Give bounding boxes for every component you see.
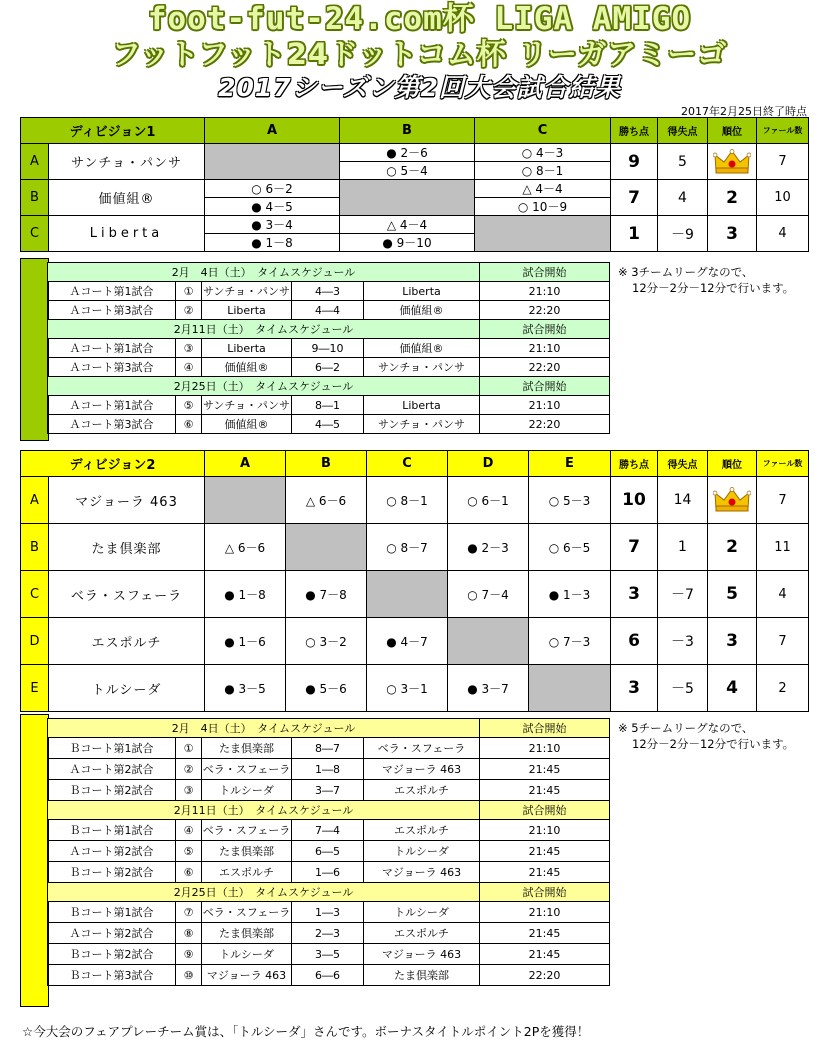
match-away-team: マジョーラ 463 bbox=[364, 944, 480, 965]
match-court: Ｂコート第3試合 bbox=[48, 965, 176, 986]
div2-rank-cell bbox=[708, 477, 757, 524]
match-home-team: トルシーダ bbox=[202, 780, 292, 801]
div1-result: △ 4－4 bbox=[475, 180, 611, 198]
match-number: ② bbox=[176, 301, 202, 320]
match-number: ② bbox=[176, 759, 202, 780]
match-home-team: 価値組® bbox=[202, 415, 292, 434]
schedule-start-label: 試合開始 bbox=[480, 320, 610, 339]
div1-standings-table bbox=[20, 117, 809, 252]
match-number: ⑤ bbox=[176, 396, 202, 415]
div1-rank-cell bbox=[708, 144, 757, 180]
match-home-team: トルシーダ bbox=[202, 944, 292, 965]
match-number: ① bbox=[176, 738, 202, 759]
match-home-team: エスポルチ bbox=[202, 862, 292, 883]
div2-fouls: 7 bbox=[757, 477, 809, 524]
match-court: Ａコート第3試合 bbox=[48, 301, 176, 320]
schedule-day-header bbox=[48, 801, 610, 820]
match-score: 1―3 bbox=[292, 902, 364, 923]
div2-rank: 2 bbox=[708, 524, 757, 571]
fair-play-note: ☆今大会のフェアプレーチーム賞は、「トルシーダ」さんです。ボーナスタイトルポイント2Pを獲得！ bbox=[22, 1024, 590, 1039]
div1-col-b: B bbox=[340, 118, 475, 144]
match-home-team: ベラ・スフェーラ bbox=[202, 759, 292, 780]
div2-header-row bbox=[21, 451, 809, 477]
div2-team-name: トルシーダ bbox=[49, 665, 205, 712]
div2-result: ○ 8－1 bbox=[367, 477, 448, 524]
match-away-team: マジョーラ 463 bbox=[364, 862, 480, 883]
div1-row-letter: B bbox=[21, 180, 49, 216]
match-home-team: ベラ・スフェーラ bbox=[202, 902, 292, 923]
div2-points-header: 勝ち点 bbox=[611, 451, 658, 477]
div2-row-letter: E bbox=[21, 665, 49, 712]
schedule-match-row bbox=[48, 282, 610, 301]
div2-diff-header: 得失点 bbox=[658, 451, 708, 477]
schedule-start-label: 試合開始 bbox=[480, 801, 610, 820]
div2-result: ● 5－6 bbox=[286, 665, 367, 712]
schedule-date: 2月11日（土） タイムスケジュール bbox=[48, 320, 480, 339]
schedule-start-label: 試合開始 bbox=[480, 883, 610, 902]
match-time: 21:45 bbox=[480, 780, 610, 801]
match-score: 4―4 bbox=[292, 301, 364, 320]
div2-title: ディビジョン2 bbox=[21, 451, 205, 477]
match-score: 7―4 bbox=[292, 820, 364, 841]
match-time: 21:10 bbox=[480, 396, 610, 415]
match-number: ③ bbox=[176, 780, 202, 801]
schedule-match-row bbox=[48, 965, 610, 986]
schedule-day-header bbox=[48, 263, 610, 282]
div1-col-c: C bbox=[475, 118, 611, 144]
match-time: 21:45 bbox=[480, 841, 610, 862]
div1-fouls: 10 bbox=[757, 180, 809, 216]
div1-col-a: A bbox=[205, 118, 340, 144]
match-home-team: たま倶楽部 bbox=[202, 738, 292, 759]
match-court: Ｂコート第1試合 bbox=[48, 738, 176, 759]
div2-blank-cell bbox=[286, 524, 367, 571]
div2-result: ○ 3－2 bbox=[286, 618, 367, 665]
match-away-team: サンチョ・パンサ bbox=[364, 358, 480, 377]
div2-points: 10 bbox=[611, 477, 658, 524]
match-score: 6―5 bbox=[292, 841, 364, 862]
div2-result: ● 3－5 bbox=[205, 665, 286, 712]
match-number: ⑤ bbox=[176, 841, 202, 862]
div1-fouls-header: ファール数 bbox=[757, 118, 809, 144]
match-home-team: たま倶楽部 bbox=[202, 923, 292, 944]
div2-result: ● 7－8 bbox=[286, 571, 367, 618]
div2-col-d: D bbox=[448, 451, 529, 477]
match-time: 22:20 bbox=[480, 358, 610, 377]
match-number: ③ bbox=[176, 339, 202, 358]
match-court: Ａコート第1試合 bbox=[48, 396, 176, 415]
div2-diff: －7 bbox=[658, 571, 708, 618]
div1-fouls: 4 bbox=[757, 216, 809, 252]
div2-fouls: 7 bbox=[757, 618, 809, 665]
div1-note-line2: 12分－2分－12分で行います。 bbox=[632, 281, 795, 295]
schedule-match-row bbox=[48, 396, 610, 415]
div2-col-e: E bbox=[529, 451, 611, 477]
div2-note-line2: 12分－2分－12分で行います。 bbox=[632, 737, 795, 751]
div2-result: ○ 8－7 bbox=[367, 524, 448, 571]
results-title: 2017シーズン第2回大会試合結果 bbox=[218, 73, 621, 102]
div2-result: ○ 6－5 bbox=[529, 524, 611, 571]
match-court: Ｂコート第1試合 bbox=[48, 820, 176, 841]
match-court: Ａコート第3試合 bbox=[48, 358, 176, 377]
match-away-team: たま倶楽部 bbox=[364, 965, 480, 986]
match-away-team: トルシーダ bbox=[364, 841, 480, 862]
schedule-match-row bbox=[48, 780, 610, 801]
div2-blank-cell bbox=[448, 618, 529, 665]
div1-diff: 5 bbox=[658, 144, 708, 180]
match-away-team: サンチョ・パンサ bbox=[364, 415, 480, 434]
div1-points: 9 bbox=[611, 144, 658, 180]
div2-result: ○ 5－3 bbox=[529, 477, 611, 524]
schedule-match-row bbox=[48, 358, 610, 377]
div2-result: ● 1－6 bbox=[205, 618, 286, 665]
schedule-match-row bbox=[48, 301, 610, 320]
div1-schedule-sidebar bbox=[20, 258, 49, 441]
div2-result: ○ 3－1 bbox=[367, 665, 448, 712]
match-away-team: エスポルチ bbox=[364, 820, 480, 841]
div1-result: ○ 6－2 bbox=[205, 180, 340, 198]
div2-result: ● 2－3 bbox=[448, 524, 529, 571]
match-score: 1―8 bbox=[292, 759, 364, 780]
match-court: Ａコート第2試合 bbox=[48, 759, 176, 780]
div2-note-line1: ※ 5チームリーグなので、 bbox=[618, 721, 754, 735]
schedule-date: 2月25日（土） タイムスケジュール bbox=[48, 377, 480, 396]
match-score: 3―7 bbox=[292, 780, 364, 801]
league-title-kana: フットフット24ドットコム杯 リーガアミーゴ bbox=[111, 37, 728, 71]
schedule-match-row bbox=[48, 415, 610, 434]
schedule-day-header bbox=[48, 320, 610, 339]
schedule-start-label: 試合開始 bbox=[480, 263, 610, 282]
div1-diff: 4 bbox=[658, 180, 708, 216]
match-number: ① bbox=[176, 282, 202, 301]
match-number: ⑥ bbox=[176, 862, 202, 883]
div2-points: 3 bbox=[611, 571, 658, 618]
match-court: Ｂコート第2試合 bbox=[48, 780, 176, 801]
match-score: 8―1 bbox=[292, 396, 364, 415]
match-away-team: 価値組® bbox=[364, 339, 480, 358]
schedule-match-row bbox=[48, 944, 610, 965]
div2-blank-cell bbox=[367, 571, 448, 618]
div1-row-letter: C bbox=[21, 216, 49, 252]
div1-result: △ 4－4 bbox=[340, 216, 475, 234]
match-court: Ｂコート第2試合 bbox=[48, 862, 176, 883]
div1-team-name: サンチョ・パンサ bbox=[49, 144, 205, 180]
div2-result: △ 6－6 bbox=[286, 477, 367, 524]
div1-rank-header: 順位 bbox=[708, 118, 757, 144]
match-number: ④ bbox=[176, 820, 202, 841]
div1-row-letter: A bbox=[21, 144, 49, 180]
div1-points: 1 bbox=[611, 216, 658, 252]
match-away-team: マジョーラ 463 bbox=[364, 759, 480, 780]
div2-team-name: エスポルチ bbox=[49, 618, 205, 665]
schedule-date: 2月 4日（土） タイムスケジュール bbox=[48, 719, 480, 738]
match-time: 21:45 bbox=[480, 944, 610, 965]
div2-schedule-sidebar bbox=[20, 714, 49, 1007]
match-number: ⑨ bbox=[176, 944, 202, 965]
crown-icon bbox=[713, 487, 751, 513]
div2-diff: －5 bbox=[658, 665, 708, 712]
match-score: 8―7 bbox=[292, 738, 364, 759]
match-time: 22:20 bbox=[480, 301, 610, 320]
match-home-team: サンチョ・パンサ bbox=[202, 282, 292, 301]
div1-points: 7 bbox=[611, 180, 658, 216]
div2-diff: 1 bbox=[658, 524, 708, 571]
div1-note bbox=[618, 264, 794, 296]
match-score: 6―2 bbox=[292, 358, 364, 377]
div2-result: ● 1－8 bbox=[205, 571, 286, 618]
div2-team-row bbox=[21, 571, 809, 618]
div1-result: ○ 10－9 bbox=[475, 198, 611, 216]
match-home-team: Liberta bbox=[202, 301, 292, 320]
div1-blank-cell bbox=[340, 180, 475, 216]
div2-rank: 5 bbox=[708, 571, 757, 618]
schedule-match-row bbox=[48, 738, 610, 759]
match-away-team: ベラ・スフェーラ bbox=[364, 738, 480, 759]
schedule-match-row bbox=[48, 841, 610, 862]
match-court: Ａコート第2試合 bbox=[48, 923, 176, 944]
schedule-match-row bbox=[48, 759, 610, 780]
div2-result: ● 3－7 bbox=[448, 665, 529, 712]
div2-fouls: 4 bbox=[757, 571, 809, 618]
div2-col-b: B bbox=[286, 451, 367, 477]
div2-team-row bbox=[21, 665, 809, 712]
div2-points: 3 bbox=[611, 665, 658, 712]
div1-result: ● 9－10 bbox=[340, 234, 475, 252]
match-time: 21:45 bbox=[480, 923, 610, 944]
schedule-match-row bbox=[48, 339, 610, 358]
div2-col-a: A bbox=[205, 451, 286, 477]
crown-icon bbox=[713, 149, 751, 175]
div2-blank-cell bbox=[205, 477, 286, 524]
div2-team-row bbox=[21, 618, 809, 665]
div1-team-name: Liberta bbox=[49, 216, 205, 252]
match-home-team: マジョーラ 463 bbox=[202, 965, 292, 986]
league-title-roman: foot-fut-24.com杯 LIGA AMIGO bbox=[147, 1, 692, 37]
div2-row-letter: A bbox=[21, 477, 49, 524]
div1-result: ○ 4－3 bbox=[475, 144, 611, 162]
match-court: Ａコート第1試合 bbox=[48, 282, 176, 301]
match-number: ⑩ bbox=[176, 965, 202, 986]
div2-rank: 3 bbox=[708, 618, 757, 665]
match-number: ⑥ bbox=[176, 415, 202, 434]
schedule-start-label: 試合開始 bbox=[480, 719, 610, 738]
schedule-match-row bbox=[48, 923, 610, 944]
match-time: 21:45 bbox=[480, 759, 610, 780]
div1-result: ● 2－6 bbox=[340, 144, 475, 162]
div1-team-name: 価値組® bbox=[49, 180, 205, 216]
div1-note-line1: ※ 3チームリーグなので、 bbox=[618, 265, 754, 279]
match-score: 3―5 bbox=[292, 944, 364, 965]
div1-title: ディビジョン1 bbox=[21, 118, 205, 144]
match-court: Ｂコート第2試合 bbox=[48, 944, 176, 965]
div2-row-letter: C bbox=[21, 571, 49, 618]
schedule-match-row bbox=[48, 862, 610, 883]
match-score: 1―6 bbox=[292, 862, 364, 883]
div1-diff-header: 得失点 bbox=[658, 118, 708, 144]
schedule-start-label: 試合開始 bbox=[480, 377, 610, 396]
match-home-team: ベラ・スフェーラ bbox=[202, 820, 292, 841]
div2-team-name: マジョーラ 463 bbox=[49, 477, 205, 524]
match-away-team: トルシーダ bbox=[364, 902, 480, 923]
div2-diff: 14 bbox=[658, 477, 708, 524]
match-away-team: エスポルチ bbox=[364, 923, 480, 944]
as-of-date: 2017年2月25日終了時点 bbox=[681, 105, 807, 118]
div2-rank-header: 順位 bbox=[708, 451, 757, 477]
div2-diff: －3 bbox=[658, 618, 708, 665]
div2-row-letter: B bbox=[21, 524, 49, 571]
schedule-day-header bbox=[48, 883, 610, 902]
match-home-team: たま倶楽部 bbox=[202, 841, 292, 862]
match-away-team: エスポルチ bbox=[364, 780, 480, 801]
schedule-day-header bbox=[48, 719, 610, 738]
div1-blank-cell bbox=[475, 216, 611, 252]
schedule-match-row bbox=[48, 820, 610, 841]
match-score: 4―3 bbox=[292, 282, 364, 301]
match-court: Ｂコート第1試合 bbox=[48, 902, 176, 923]
div1-diff: －9 bbox=[658, 216, 708, 252]
div1-rank: 3 bbox=[708, 216, 757, 252]
match-score: 9―10 bbox=[292, 339, 364, 358]
match-court: Ａコート第3試合 bbox=[48, 415, 176, 434]
div1-result: ● 3－4 bbox=[205, 216, 340, 234]
div2-result: ● 1－3 bbox=[529, 571, 611, 618]
div2-points: 6 bbox=[611, 618, 658, 665]
match-away-team: Liberta bbox=[364, 282, 480, 301]
div1-result: ○ 5－4 bbox=[340, 162, 475, 180]
div2-blank-cell bbox=[529, 665, 611, 712]
div2-fouls: 2 bbox=[757, 665, 809, 712]
match-home-team: Liberta bbox=[202, 339, 292, 358]
div1-fouls: 7 bbox=[757, 144, 809, 180]
match-home-team: 価値組® bbox=[202, 358, 292, 377]
match-time: 22:20 bbox=[480, 415, 610, 434]
div1-result: ● 1－8 bbox=[205, 234, 340, 252]
div2-standings-table bbox=[20, 450, 809, 712]
div1-blank-cell bbox=[205, 144, 340, 180]
div2-result: ● 4－7 bbox=[367, 618, 448, 665]
div2-result: ○ 7－3 bbox=[529, 618, 611, 665]
match-away-team: Liberta bbox=[364, 396, 480, 415]
div2-team-name: たま倶楽部 bbox=[49, 524, 205, 571]
div2-fouls-header: ファール数 bbox=[757, 451, 809, 477]
schedule-match-row bbox=[48, 902, 610, 923]
match-time: 21:45 bbox=[480, 862, 610, 883]
match-time: 21:10 bbox=[480, 339, 610, 358]
div2-col-c: C bbox=[367, 451, 448, 477]
div1-points-header: 勝ち点 bbox=[611, 118, 658, 144]
div2-team-name: ベラ・スフェーラ bbox=[49, 571, 205, 618]
div2-team-row bbox=[21, 477, 809, 524]
div2-rank: 4 bbox=[708, 665, 757, 712]
match-score: 6―6 bbox=[292, 965, 364, 986]
schedule-date: 2月 4日（土） タイムスケジュール bbox=[48, 263, 480, 282]
div2-schedule bbox=[47, 718, 610, 986]
match-away-team: 価値組® bbox=[364, 301, 480, 320]
div2-row-letter: D bbox=[21, 618, 49, 665]
div1-rank: 2 bbox=[708, 180, 757, 216]
match-time: 21:10 bbox=[480, 902, 610, 923]
match-number: ④ bbox=[176, 358, 202, 377]
div1-schedule bbox=[47, 262, 610, 434]
div2-fouls: 11 bbox=[757, 524, 809, 571]
match-time: 21:10 bbox=[480, 282, 610, 301]
div2-result: △ 6－6 bbox=[205, 524, 286, 571]
match-court: Ａコート第1試合 bbox=[48, 339, 176, 358]
match-time: 21:10 bbox=[480, 738, 610, 759]
div2-result: ○ 6－1 bbox=[448, 477, 529, 524]
div2-points: 7 bbox=[611, 524, 658, 571]
schedule-date: 2月25日（土） タイムスケジュール bbox=[48, 883, 480, 902]
match-time: 21:10 bbox=[480, 820, 610, 841]
div2-note bbox=[618, 720, 794, 752]
match-home-team: サンチョ・パンサ bbox=[202, 396, 292, 415]
div1-result: ○ 8－1 bbox=[475, 162, 611, 180]
match-number: ⑦ bbox=[176, 902, 202, 923]
match-score: 4―5 bbox=[292, 415, 364, 434]
match-number: ⑧ bbox=[176, 923, 202, 944]
div2-result: ○ 7－4 bbox=[448, 571, 529, 618]
schedule-day-header bbox=[48, 377, 610, 396]
match-score: 2―3 bbox=[292, 923, 364, 944]
div2-team-row bbox=[21, 524, 809, 571]
match-time: 22:20 bbox=[480, 965, 610, 986]
div1-result: ● 4－5 bbox=[205, 198, 340, 216]
schedule-date: 2月11日（土） タイムスケジュール bbox=[48, 801, 480, 820]
match-court: Ａコート第2試合 bbox=[48, 841, 176, 862]
